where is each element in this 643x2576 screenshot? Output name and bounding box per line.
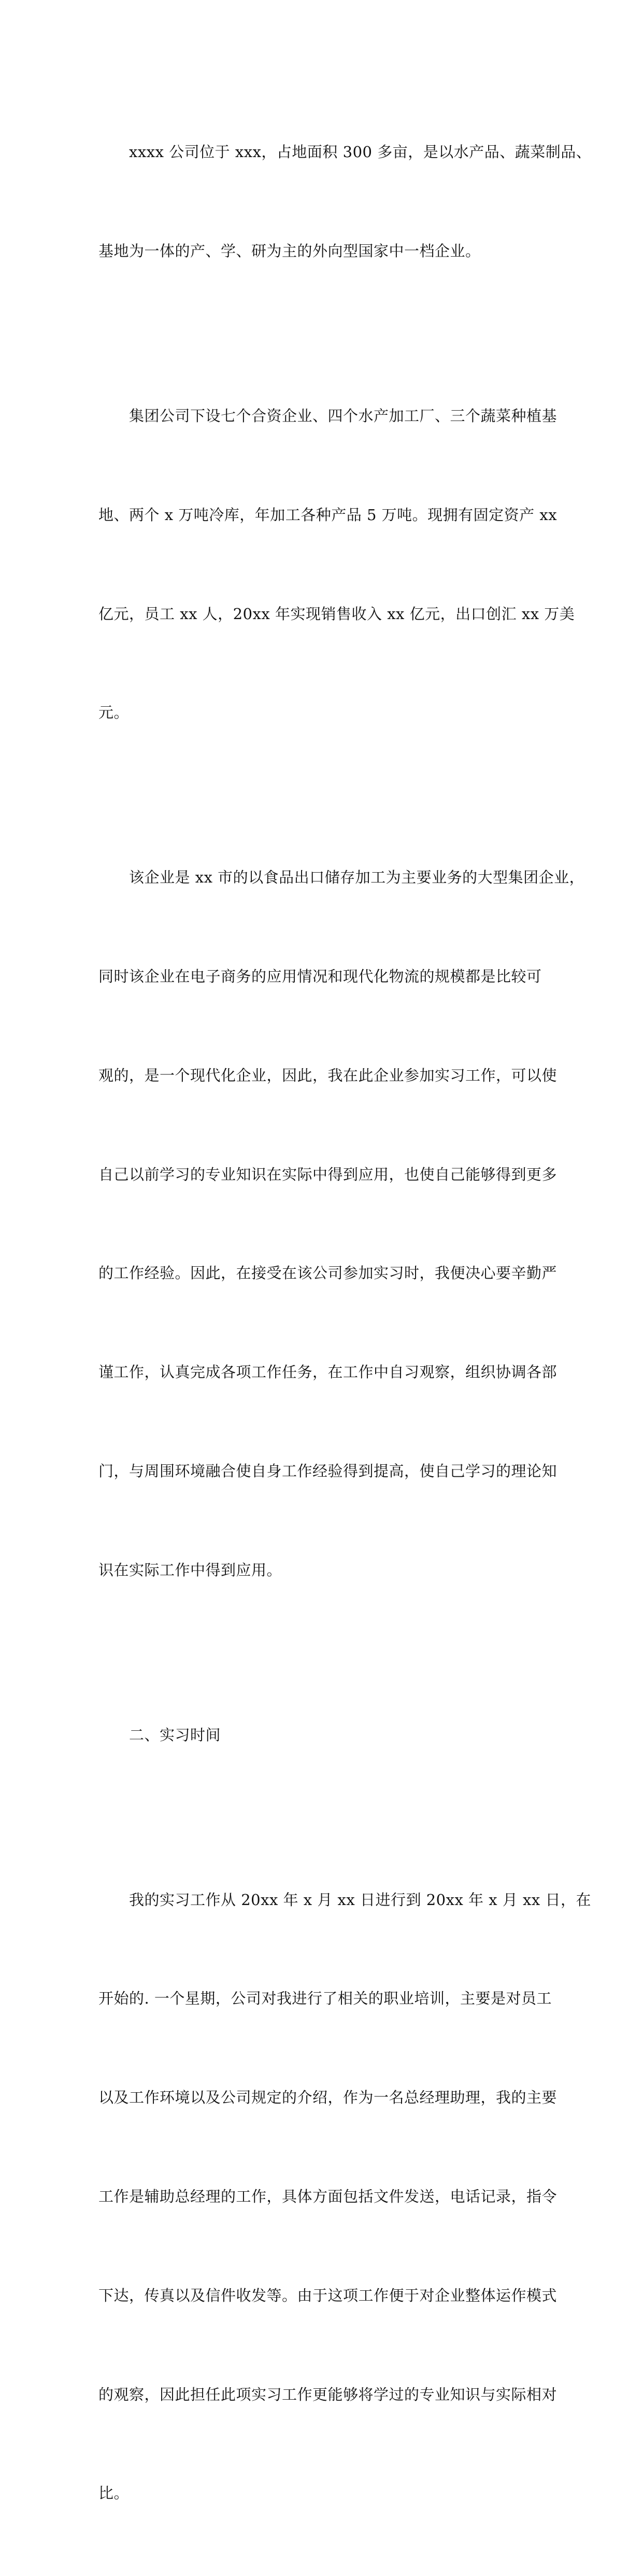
- text-line: 我的实习工作从 20xx 年 x 月 xx 日进行到 20xx 年 x 月 xx 日，在: [98, 1891, 591, 1909]
- text-line: 以及工作环境以及公司规定的介绍，作为一名总经理助理，我的主要: [98, 2089, 558, 2107]
- text-line: 自己以前学习的专业知识在实际中得到应用，也使自己能够得到更多: [98, 1165, 558, 1183]
- text-line: xxxx 公司位于 xxx，占地面积 300 多亩，是以水产品、蔬菜制品、: [98, 143, 592, 161]
- text-line: 同时该企业在电子商务的应用情况和现代化物流的规模都是比较可: [98, 968, 542, 986]
- document-body: [98, 70, 592, 2576]
- text-line: 比。: [98, 2484, 130, 2502]
- paragraph-group-structure: [98, 334, 575, 795]
- text-line: 工作是辅助总经理的工作，具体方面包括文件发送，电话记录，指令: [98, 2188, 558, 2205]
- text-line: 识在实际工作中得到应用。: [98, 1561, 282, 1579]
- paragraph-enterprise-description: [98, 795, 585, 1653]
- text-line: 的观察，因此担任此项实习工作更能够将学过的专业知识与实际相对: [98, 2385, 558, 2403]
- text-line: 谨工作，认真完成各项工作任务，在工作中自习观察，组织协调各部: [98, 1363, 558, 1381]
- text-line: 集团公司下设七个合资企业、四个水产加工厂、三个蔬菜种植基: [98, 407, 558, 425]
- section-heading-internship-time: [98, 1653, 554, 1818]
- text-line: 下达，传真以及信件收发等。由于这项工作便于对企业整体运作模式: [98, 2286, 558, 2304]
- text-line: 门，与周围环境融合使自身工作经验得到提高，使自己学习的理论知: [98, 1462, 558, 1480]
- text-line: 元。: [98, 704, 130, 722]
- text-line: 该企业是 xx 市的以食品出口储存加工为主要业务的大型集团企业，: [98, 869, 585, 887]
- text-line: 的工作经验。因此，在接受在该公司参加实习时，我便决心要辛勤严: [98, 1264, 558, 1282]
- heading-line: 二、实习时间: [98, 1726, 221, 1744]
- text-line: 亿元，员工 xx 人，20xx 年实现销售收入 xx 亿元，出口创汇 xx 万美: [98, 605, 575, 623]
- text-line: 观的，是一个现代化企业，因此，我在此企业参加实习工作，可以使: [98, 1066, 558, 1084]
- text-line: 地、两个 x 万吨冷库，年加工各种产品 5 万吨。现拥有固定资产 xx: [98, 506, 558, 524]
- text-line: 基地为一体的产、学、研为主的外向型国家中一档企业。: [98, 242, 481, 260]
- paragraph-internship-duties: [98, 1817, 591, 2576]
- paragraph-company-location: [98, 70, 592, 334]
- text-line: 开始的. 一个星期，公司对我进行了相关的职业培训，主要是对员工: [98, 1990, 552, 2008]
